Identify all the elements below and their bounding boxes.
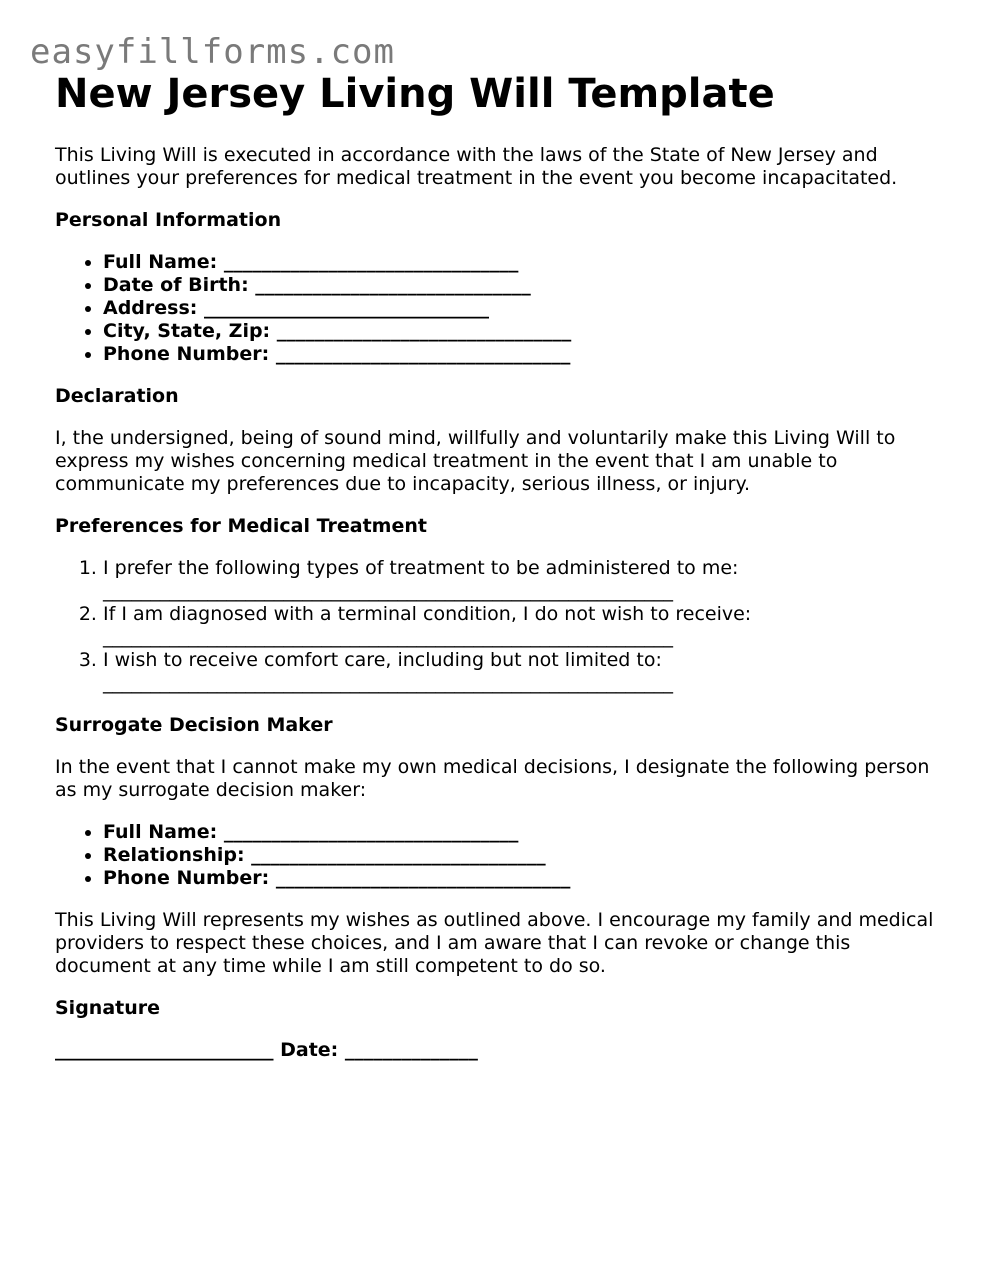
declaration-paragraph: I, the undersigned, being of sound mind, willfully and voluntarily make this Living Will to express my wishes concerning medical treatment in the event that I am unable to communicate my preferences due to incapacity, serious illness, or injury. (55, 427, 896, 495)
preference-blank-field[interactable]: ____________________________________________________________ (103, 626, 673, 648)
declaration-heading: Declaration (55, 385, 179, 407)
signature-heading: Signature (55, 997, 161, 1019)
document-title: New Jersey Living Will Template (55, 71, 775, 117)
preference-blank-field[interactable]: ____________________________________________________________ (103, 672, 673, 694)
preferences-list (55, 557, 945, 695)
preference-text: I wish to receive comfort care, including but not limited to: (103, 649, 662, 671)
preference-text: If I am diagnosed with a terminal condition, I do not wish to receive: (103, 603, 752, 625)
preference-item (103, 649, 945, 695)
preference-item (103, 603, 945, 649)
personal-information-list (55, 251, 945, 366)
intro-paragraph: This Living Will is executed in accordance with the laws of the State of New Jersey and outlines your preferences for medical treatment in the event you become incapacitated. (55, 144, 898, 189)
surrogate-paragraph: In the event that I cannot make my own medical decisions, I designate the following person as my surrogate decision maker: (55, 756, 930, 801)
personal-full-name-field[interactable]: • Full Name: _______________________________ (103, 251, 945, 274)
personal-phone-number-field[interactable]: • Phone Number: _______________________________ (103, 343, 945, 366)
preference-item (103, 557, 945, 603)
watermark-text: easyfillforms.com (30, 32, 395, 72)
document-body (55, 68, 945, 1062)
personal-date-of-birth-field[interactable]: • Date of Birth: _____________________________ (103, 274, 945, 297)
surrogate-phone-number-field[interactable]: • Phone Number: _______________________________ (103, 867, 945, 890)
signature-date-line[interactable]: _______________________ Date: ______________ (55, 1039, 478, 1061)
surrogate-list (55, 821, 945, 890)
surrogate-relationship-field[interactable]: • Relationship: _______________________________ (103, 844, 945, 867)
preference-text: I prefer the following types of treatment to be administered to me: (103, 557, 739, 579)
personal-city-state-zip-field[interactable]: • City, State, Zip: _______________________________ (103, 320, 945, 343)
personal-information-heading: Personal Information (55, 209, 282, 231)
preferences-heading: Preferences for Medical Treatment (55, 515, 427, 537)
surrogate-heading: Surrogate Decision Maker (55, 714, 333, 736)
preference-blank-field[interactable]: ____________________________________________________________ (103, 580, 673, 602)
surrogate-full-name-field[interactable]: • Full Name: _______________________________ (103, 821, 945, 844)
personal-address-field[interactable]: • Address: ______________________________ (103, 297, 945, 320)
closing-paragraph: This Living Will represents my wishes as outlined above. I encourage my family and medical providers to respect these choices, and I am aware that I can revoke or change this document at any time while I am still competent to do so. (55, 909, 934, 977)
